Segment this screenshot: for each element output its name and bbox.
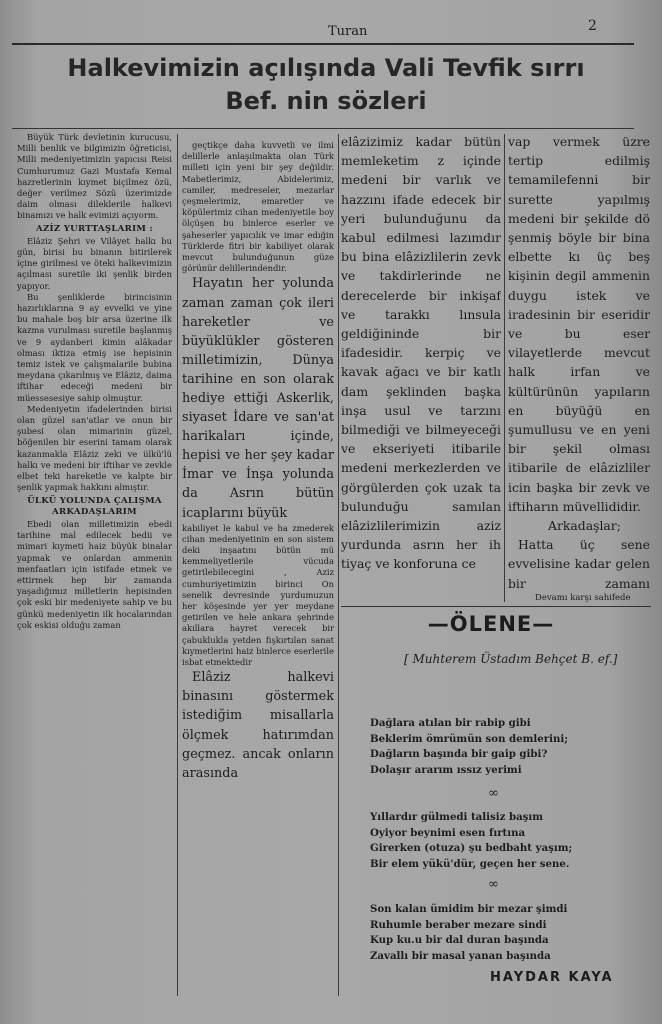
paragraph: Hatta üç sene evvelisine kadar gelen bir zamanı [508, 537, 650, 591]
paragraph: Hayatın her yolunda zaman zaman çok ileri hareketler ve büyüklükler gösteren milletimizin, Dünya tarihine en son olarak hediye ettiği Askerlik, siyaset İdare ve san'at harikaları içinde, hepisi ve her şey kadar İmar ve İnşa yolunda da Asrın bütün icaplarını büyük [182, 276, 334, 521]
poem-stanza [370, 716, 568, 778]
paragraph: vap vermek üzre tertip edilmiş temamilefenni bir surette yapılmış medeni bir şekilde dö şenmiş böyle bir bina elbette kı üç beş kişinin degil ammenin duygu istek ve iradesinin bir eseridir ve bu eser vilayetlerde mevcut halk irfan ve kültürünün yapıların en büyüğü en şumullusu ve en yeni bir şekil olması itibarile de elâzizliler icin başka bir zevk ve iftiharın müvellididir. [508, 134, 650, 514]
column-rule [177, 134, 178, 996]
paragraph: Bu şenliklerde birincisinin hazırlıklarına 9 ay evvelki ve yine bu mahale boş bir arsa üzerine ilk kazma vurulması suretile başlanmış ve 9 aydanberi kimin alâkadar olması iktiza etmiş ise hepisinin temiz istek ve çalışmalarile bubina meydana çıkarılmış ve Elâziz, daima iftihar edeceği medeni bir müessesesiye sahip olmuştur. [17, 291, 172, 403]
poem-line: Oyiyor beynimi esen fırtına [370, 826, 526, 839]
poem-stanza [370, 810, 572, 872]
section-heading: AZİZ YURTTAŞLARIM : [36, 223, 153, 234]
poem-line: Beklerim ömrümün son demlerini; [370, 732, 569, 745]
section-heading: ÜLKÜ YOLUNDA ÇALIŞMA ARKADAŞLARIM [27, 495, 162, 517]
paragraph: Elâziz halkevi binasını göstermek istediğim misallarla ölçmek hatırımdan geçmez. ancak onların arasında [182, 670, 334, 781]
poem-dedication: [ Muhterem Üstadım Behçet B. ef.] [404, 652, 618, 666]
poem-line: Dolaşır ararım ıssız yerimi [370, 763, 522, 776]
header-rule [12, 43, 634, 45]
ornament-icon: ∞ [488, 877, 499, 892]
salutation: Arkadaşlar; [548, 518, 621, 534]
paragraph: Büyük Türk devletinin kurucusu, Milli benlik ve bilgimizin öğreticisi, Milli medeniyetimizin yapıcısı Reisi Cumhurumuz Gazi Mustafa Kemal hazretlerinin kıymet biçilmez özü, değer verilmez Sözü üzerimizde daim olması dileklerile halkevi binamızı ve halk evimizi açıyorm. [17, 132, 172, 221]
poem-line: Kup ku.u bir dal duran başında [370, 934, 549, 946]
section-rule [341, 606, 651, 607]
poem-stanza [370, 902, 567, 964]
poem-author: HAYDAR KAYA [490, 970, 614, 985]
newspaper-name: Turan [328, 24, 368, 39]
continued-note: Devamı karşı sahifede [535, 593, 631, 603]
paragraph: geçtikçe daha kuvvetli ve ilmi delillerle anlaşılmakta olan Türk milleti için yeni bir şey değildir. Mabetlerimiz, Abidelerimiz, camiler, medreseler, mezarlar çeşmelerimiz, emaretler ve köpülerimiz cihan medeniyetile boy ölçüşen bu binlerce eserler ve şaheserler yapıcılık ve imar edığin Türklerde fitri bir kabiliyet olarak mevcut bulunduğunun güze görünür delillerindendir. [182, 140, 334, 274]
article-column-4 [508, 132, 650, 592]
column-rule [504, 134, 505, 602]
poem-line: Girerken (otuza) şu bedbaht yaşım; [370, 842, 573, 854]
headline-line-2: Bef. nin sözleri [225, 87, 427, 115]
poem-line: Dağların başında bir gaip gibi? [370, 748, 548, 760]
paragraph: elâzizimiz kadar bütün memleketim z içinde medeni bir varlık ve hazzını ifade edecek bir yeri bulunduğunu da kabul edilmesi lazımdır bu bina elâzizlilerin zevk ve takdirlerinde ne derecelerde bir inkişaf ve tarakkı lınsula geldiğininde bir ifadesidir. kerpiç ve kavak ağacı ve bir katlı dam şeklinden başka inşa usul ve tarzını bilmediği ve bilmeyeceği ve ekseriyeti itibarile medeni merkezlerden ve görgülerden çok uzak ta bulunduğu samılan elâzizlilerimizin aziz yurdunda asrın her ih tiyaç ve konforuna ce [341, 134, 501, 572]
article-column-3 [341, 132, 501, 602]
poem-line: Dağlara atılan bir rabip gibi [370, 717, 531, 729]
headline-line-1: Halkevimizin açılışında Vali Tevfik sırrı [67, 54, 585, 82]
article-headline [14, 52, 638, 118]
poem-line: Yıllardır gülmedi talisiz başım [370, 811, 544, 823]
article-column-2 [182, 140, 334, 998]
column-rule [338, 134, 339, 996]
poem-line: Son kalan ümidim bir mezar şimdi [370, 903, 568, 915]
poem-line: Ruhumle beraber mezare sindi [370, 918, 547, 931]
headline-rule [12, 128, 634, 129]
article-column-1 [17, 132, 172, 1002]
paragraph: Ebedi olan milletimizin ebedi tarihine mal edilecek bedii ve mimari kıymeti haiz büyük binalar yapmak ve onlardan ammenin menfaatları için istifade etmek ve ettirmek hep bir zamanda yaşadığımız milletlerin hepisinden çok eski bir medeniyete sahip ve bu günkü medeniyetin ilk hocalarından çok eskisi olduğu zaman [17, 518, 172, 630]
page-number: 2 [588, 18, 597, 34]
paragraph: Elâziz Şehri ve Vilâyet halkı bu gün, birisi bu binanın bitirilerek içine girilmesi ve öteki halkevimizin açılması suretile iki şenlik birden yapıyor. [17, 235, 172, 291]
poem-line: Bir elem yükü'dür, geçen her sene. [370, 857, 570, 870]
paragraph: kabiliyet le kabul ve ha zmederek cihan medeniyetinin en son sistem deki inşaatını bütün mü kemmeliyetlerile vücuda getirilebilecegini , Aziz cumhuriyetimizin birinci On senelik devresinde yurdumuzun her köşesinde yer yer meydane getirilen ve hele ankara şehrinde akıllara hayret verecek bir çabuklukla yetden fışkırtılan sanat kıymetlerini haiz binlerce eserlerile isbat etmektedir [182, 522, 334, 668]
ornament-icon: ∞ [488, 786, 499, 801]
poem-title: —ÖLENE— [427, 612, 555, 636]
paragraph: Medeniyetin ifadelerinden birisi olan güzel san'atlar ve onun bir şubesi olan mimarinin güzel, böğenilen bir eserini tamam olarak kazanmakla Elâziz zeki ve ülkü'lü halkı ve medeni bir iftihar ve zevkle elbet teki hareketle ve kalpte bir şenlik yapmak hakkını almıştır. [17, 403, 172, 493]
poem-line: Zavallı bir masal yanan başında [370, 949, 551, 962]
